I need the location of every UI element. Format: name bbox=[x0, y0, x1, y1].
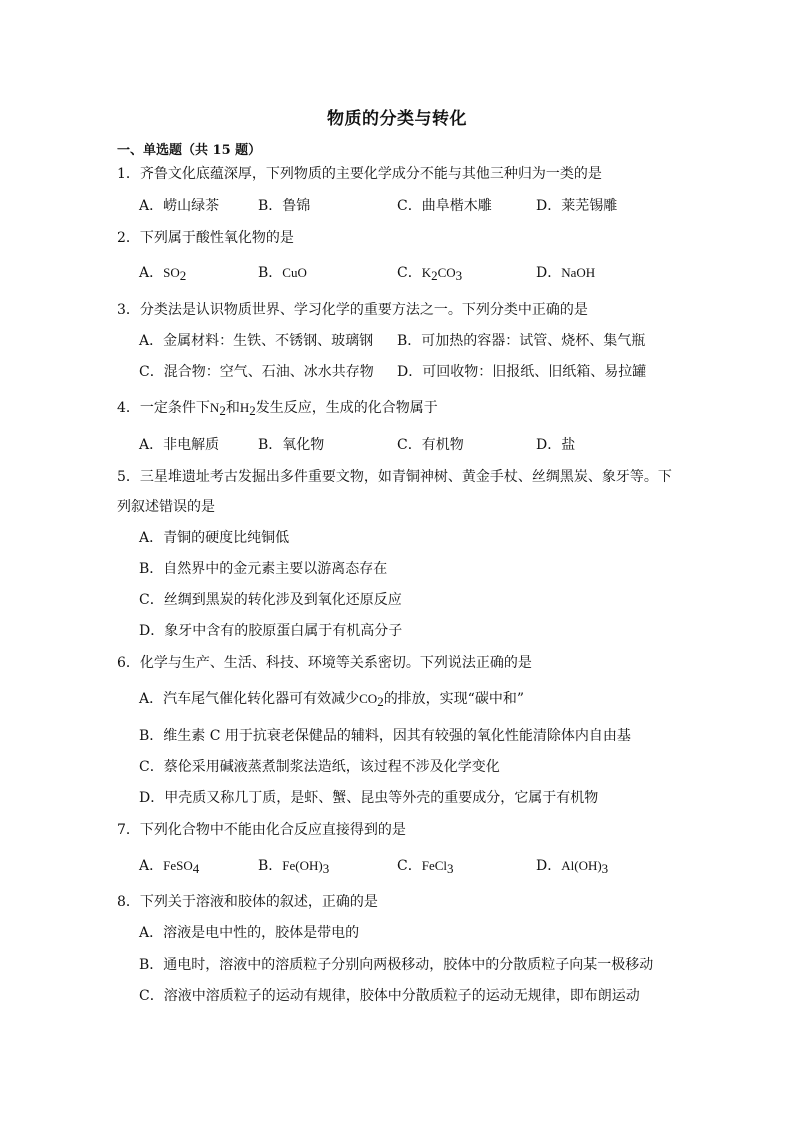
option-letter: C． bbox=[397, 858, 422, 874]
formula: NaOH bbox=[561, 265, 596, 280]
question-5-option-d[interactable]: D．象牙中含有的胶原蛋白属于有机高分子 bbox=[139, 623, 403, 639]
formula-subscript: 4 bbox=[192, 861, 200, 876]
question-3-stem: 3．分类法是认识物质世界、学习化学的重要方法之一。下列分类中正确的是 bbox=[117, 302, 588, 318]
option-letter: C． bbox=[397, 265, 422, 281]
question-5-option-a[interactable]: A．青铜的硬度比纯铜低 bbox=[139, 530, 290, 546]
formula: Al(OH) bbox=[561, 858, 602, 873]
formula-subscript: 3 bbox=[601, 861, 609, 876]
option-letter: B． bbox=[258, 265, 283, 281]
option-letter: A． bbox=[139, 858, 164, 874]
formula: CO bbox=[359, 691, 378, 706]
option-letter: D． bbox=[536, 858, 562, 874]
formula-subscript: 3 bbox=[447, 861, 454, 876]
formula: N bbox=[209, 400, 220, 415]
question-4-option-d[interactable]: D．盐 bbox=[536, 437, 576, 453]
formula: CO bbox=[437, 265, 456, 280]
formula: FeSO bbox=[163, 858, 193, 873]
question-6-option-b[interactable]: B．维生素 C 用于抗衰老保健品的辅料，因其有较强的氧化性能清除体内自由基 bbox=[139, 728, 631, 744]
question-8-option-a[interactable]: A．溶液是电中性的，胶体是带电的 bbox=[139, 925, 360, 941]
question-2-option-c[interactable] bbox=[397, 263, 462, 283]
question-7-option-c[interactable] bbox=[397, 856, 454, 876]
formula: SO bbox=[163, 265, 180, 280]
page-title: 物质的分类与转化 bbox=[327, 109, 467, 129]
question-4-stem bbox=[117, 398, 438, 418]
question-2-option-a[interactable] bbox=[139, 263, 186, 283]
question-1-option-a[interactable]: A．崂山绿茶 bbox=[139, 198, 220, 214]
stem-text: 发生反应，生成的化合物属于 bbox=[255, 400, 438, 416]
question-5-option-c[interactable]: C．丝绸到黑炭的转化涉及到氧化还原反应 bbox=[139, 592, 402, 608]
stem-text: 4．一定条件下 bbox=[117, 400, 210, 416]
option-letter: D． bbox=[536, 265, 562, 281]
question-3-option-a[interactable]: A．金属材料：生铁、不锈钢、玻璃钢 bbox=[139, 333, 374, 349]
question-1-option-c[interactable]: C．曲阜楷木雕 bbox=[397, 198, 492, 214]
formula: FeCl bbox=[421, 858, 448, 873]
question-7-option-d[interactable] bbox=[536, 856, 608, 876]
question-4-option-b[interactable]: B．氧化物 bbox=[258, 437, 325, 453]
stem-text: 和 bbox=[225, 400, 240, 416]
question-1-option-b[interactable]: B．鲁锦 bbox=[258, 198, 311, 214]
question-5-option-b[interactable]: B．自然界中的金元素主要以游离态存在 bbox=[139, 561, 388, 577]
question-2-stem: 2．下列属于酸性氧化物的是 bbox=[117, 230, 294, 246]
question-8-option-b[interactable]: B．通电时，溶液中的溶质粒子分别向两极移动，胶体中的分散质粒子向某一极移动 bbox=[139, 957, 654, 973]
formula: Fe(OH) bbox=[282, 858, 323, 873]
question-7-option-b[interactable] bbox=[258, 856, 329, 876]
formula-subscript: 2 bbox=[179, 268, 187, 283]
formula: K bbox=[421, 265, 432, 280]
question-6-stem: 6．化学与生产、生活、科技、环境等关系密切。下列说法正确的是 bbox=[117, 655, 532, 671]
formula-subscript: 2 bbox=[431, 268, 438, 283]
question-1-stem: 1．齐鲁文化底蕴深厚，下列物质的主要化学成分不能与其他三种归为一类的是 bbox=[117, 166, 602, 182]
formula-subscript: 2 bbox=[249, 403, 256, 418]
option-letter: A． bbox=[139, 265, 164, 281]
question-2-option-d[interactable] bbox=[536, 263, 595, 283]
question-7-option-a[interactable] bbox=[139, 856, 199, 876]
option-text: A．汽车尾气催化转化器可有效减少 bbox=[139, 691, 360, 707]
formula-subscript: 2 bbox=[377, 694, 384, 709]
formula: H bbox=[239, 400, 250, 415]
question-4-option-a[interactable]: A．非电解质 bbox=[139, 437, 220, 453]
question-3-option-d[interactable]: D．可回收物：旧报纸、旧纸箱、易拉罐 bbox=[397, 364, 647, 380]
formula: CuO bbox=[282, 265, 307, 280]
option-letter: B． bbox=[258, 858, 283, 874]
question-3-option-b[interactable]: B．可加热的容器：试管、烧杯、集气瓶 bbox=[397, 333, 646, 349]
question-1-option-d[interactable]: D．莱芜锡雕 bbox=[536, 198, 618, 214]
question-8-option-c[interactable]: C．溶液中溶质粒子的运动有规律，胶体中分散质粒子的运动无规律，即布朗运动 bbox=[139, 988, 640, 1004]
section-heading: 一、单选题（共 15 题） bbox=[117, 143, 262, 158]
question-7-stem: 7．下列化合物中不能由化合反应直接得到的是 bbox=[117, 822, 406, 838]
question-6-option-a[interactable] bbox=[139, 689, 524, 709]
option-text: 的排放，实现“碳中和” bbox=[383, 691, 525, 707]
formula-subscript: 3 bbox=[322, 861, 330, 876]
question-2-option-b[interactable] bbox=[258, 263, 307, 283]
formula-subscript: 3 bbox=[455, 268, 463, 283]
formula-subscript: 2 bbox=[219, 403, 226, 418]
question-6-option-d[interactable]: D．甲壳质又称几丁质，是虾、蟹、昆虫等外壳的重要成分，它属于有机物 bbox=[139, 790, 599, 806]
question-3-option-c[interactable]: C．混合物：空气、石油、冰水共存物 bbox=[139, 364, 374, 380]
question-4-option-c[interactable]: C．有机物 bbox=[397, 437, 464, 453]
question-8-stem: 8．下列关于溶液和胶体的叙述，正确的是 bbox=[117, 894, 378, 910]
question-6-option-c[interactable]: C．蔡伦采用碱液蒸煮制浆法造纸，该过程不涉及化学变化 bbox=[139, 759, 500, 775]
question-5-stem-line-1: 5．三星堆遗址考古发掘出多件重要文物，如青铜神树、黄金手杖、丝绸黑炭、象牙等。下 bbox=[117, 469, 672, 485]
question-5-stem-line-2: 列叙述错误的是 bbox=[117, 499, 215, 515]
